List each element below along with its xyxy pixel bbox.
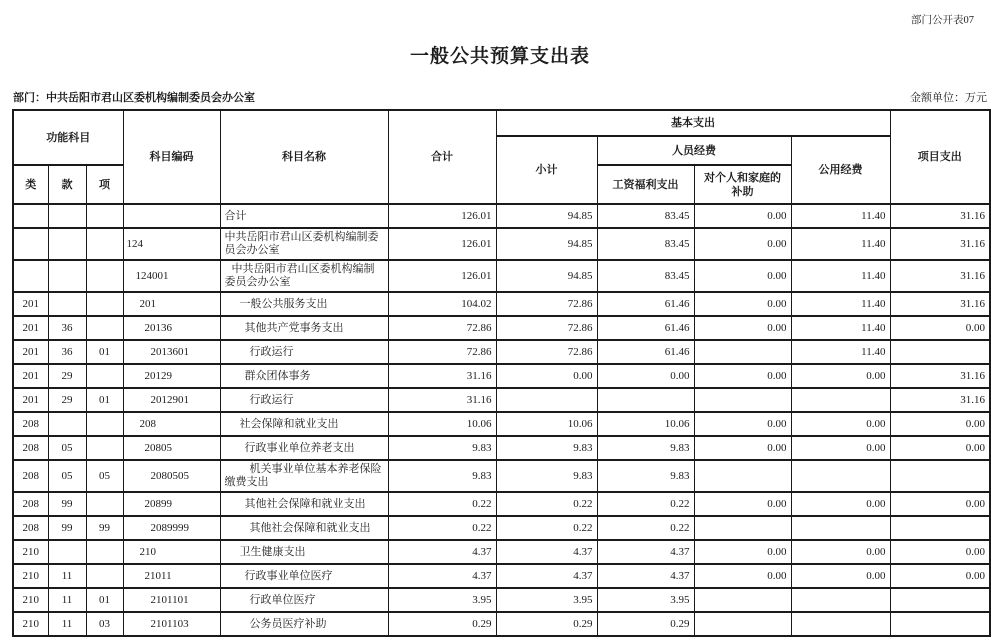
cell-total: 0.22 — [388, 516, 496, 540]
cell-project: 0.00 — [890, 540, 990, 564]
meta-row — [13, 89, 987, 105]
cell-public: 11.40 — [791, 292, 890, 316]
header-personnel-funds: 人员经费 — [597, 136, 791, 165]
header-kuan: 款 — [48, 165, 86, 204]
cell-name: 行政事业单位医疗 — [220, 564, 388, 588]
cell-subtotal — [496, 388, 597, 412]
cell-name: 社会保障和就业支出 — [220, 412, 388, 436]
cell-code: 2012901 — [123, 388, 220, 412]
table-row — [13, 228, 990, 260]
cell-subtotal: 72.86 — [496, 316, 597, 340]
cell-total: 9.83 — [388, 436, 496, 460]
cell-total: 104.02 — [388, 292, 496, 316]
cell-total: 72.86 — [388, 340, 496, 364]
cell-wages: 83.45 — [597, 228, 694, 260]
cell-family — [694, 516, 791, 540]
cell-name: 其他社会保障和就业支出 — [220, 516, 388, 540]
cell-name: 一般公共服务支出 — [220, 292, 388, 316]
cell-wages: 83.45 — [597, 204, 694, 228]
table-row — [13, 460, 990, 492]
cell-lei: 201 — [13, 292, 48, 316]
header-lei: 类 — [13, 165, 48, 204]
cell-xiang: 01 — [86, 388, 123, 412]
cell-family — [694, 588, 791, 612]
cell-code: 2101103 — [123, 612, 220, 636]
cell-project: 31.16 — [890, 204, 990, 228]
cell-project: 31.16 — [890, 260, 990, 292]
cell-total: 4.37 — [388, 564, 496, 588]
cell-total: 126.01 — [388, 228, 496, 260]
cell-kuan — [48, 292, 86, 316]
cell-kuan: 11 — [48, 612, 86, 636]
cell-xiang: 05 — [86, 460, 123, 492]
cell-wages: 61.46 — [597, 316, 694, 340]
cell-xiang: 01 — [86, 340, 123, 364]
cell-subtotal: 94.85 — [496, 204, 597, 228]
table-row — [13, 204, 990, 228]
cell-lei: 210 — [13, 588, 48, 612]
cell-name: 卫生健康支出 — [220, 540, 388, 564]
cell-subtotal: 9.83 — [496, 460, 597, 492]
cell-xiang — [86, 292, 123, 316]
table-row — [13, 588, 990, 612]
cell-family — [694, 340, 791, 364]
table-row — [13, 540, 990, 564]
cell-subtotal: 0.00 — [496, 364, 597, 388]
cell-public — [791, 460, 890, 492]
cell-project: 0.00 — [890, 436, 990, 460]
cell-xiang — [86, 228, 123, 260]
cell-project: 31.16 — [890, 228, 990, 260]
cell-public — [791, 516, 890, 540]
header-wages-welfare: 工资福利支出 — [597, 165, 694, 204]
cell-family — [694, 460, 791, 492]
cell-code: 20899 — [123, 492, 220, 516]
cell-kuan: 36 — [48, 316, 86, 340]
cell-code: 2101101 — [123, 588, 220, 612]
cell-public — [791, 612, 890, 636]
header-xiang: 项 — [86, 165, 123, 204]
table-row — [13, 364, 990, 388]
cell-name: 公务员医疗补助 — [220, 612, 388, 636]
cell-wages — [597, 388, 694, 412]
cell-family: 0.00 — [694, 436, 791, 460]
cell-total: 9.83 — [388, 460, 496, 492]
cell-name: 机关事业单位基本养老保险缴费支出 — [220, 460, 388, 492]
cell-total: 4.37 — [388, 540, 496, 564]
cell-name: 行政运行 — [220, 340, 388, 364]
cell-code: 2013601 — [123, 340, 220, 364]
cell-public: 0.00 — [791, 412, 890, 436]
cell-family: 0.00 — [694, 204, 791, 228]
cell-subtotal: 0.22 — [496, 492, 597, 516]
header-subtotal: 小计 — [496, 136, 597, 204]
cell-public: 0.00 — [791, 364, 890, 388]
cell-project — [890, 340, 990, 364]
cell-subtotal: 4.37 — [496, 540, 597, 564]
table-body — [13, 204, 990, 636]
cell-wages: 4.37 — [597, 540, 694, 564]
cell-name: 行政运行 — [220, 388, 388, 412]
cell-wages: 10.06 — [597, 412, 694, 436]
cell-total: 3.95 — [388, 588, 496, 612]
cell-kuan — [48, 412, 86, 436]
cell-lei: 208 — [13, 516, 48, 540]
cell-kuan — [48, 204, 86, 228]
cell-name: 中共岳阳市君山区委机构编制委员会办公室 — [220, 228, 388, 260]
cell-total: 72.86 — [388, 316, 496, 340]
cell-wages: 0.22 — [597, 516, 694, 540]
cell-code: 201 — [123, 292, 220, 316]
cell-family: 0.00 — [694, 492, 791, 516]
cell-kuan: 99 — [48, 492, 86, 516]
cell-project — [890, 460, 990, 492]
budget-table — [12, 109, 991, 637]
cell-lei: 201 — [13, 340, 48, 364]
cell-public — [791, 388, 890, 412]
cell-code: 2080505 — [123, 460, 220, 492]
cell-kuan: 99 — [48, 516, 86, 540]
cell-family: 0.00 — [694, 540, 791, 564]
unit-label: 金额单位：万元 — [910, 92, 987, 104]
cell-subtotal: 9.83 — [496, 436, 597, 460]
cell-wages: 0.22 — [597, 492, 694, 516]
cell-code: 208 — [123, 412, 220, 436]
page-title: 一般公共预算支出表 — [409, 46, 590, 67]
cell-xiang — [86, 492, 123, 516]
cell-name: 合计 — [220, 204, 388, 228]
cell-code: 124001 — [123, 260, 220, 292]
cell-project — [890, 516, 990, 540]
cell-subtotal: 72.86 — [496, 340, 597, 364]
cell-xiang — [86, 412, 123, 436]
table-row — [13, 388, 990, 412]
cell-family: 0.00 — [694, 292, 791, 316]
cell-kuan — [48, 260, 86, 292]
cell-project — [890, 588, 990, 612]
cell-family: 0.00 — [694, 228, 791, 260]
cell-wages: 83.45 — [597, 260, 694, 292]
cell-public: 11.40 — [791, 204, 890, 228]
cell-xiang — [86, 540, 123, 564]
cell-wages: 3.95 — [597, 588, 694, 612]
cell-wages: 9.83 — [597, 460, 694, 492]
header-family-subsidy: 对个人和家庭的补助 — [694, 165, 791, 204]
table-row — [13, 564, 990, 588]
table-row — [13, 492, 990, 516]
cell-wages: 0.00 — [597, 364, 694, 388]
cell-name: 行政事业单位养老支出 — [220, 436, 388, 460]
cell-public: 11.40 — [791, 340, 890, 364]
cell-family: 0.00 — [694, 364, 791, 388]
cell-public: 0.00 — [791, 564, 890, 588]
cell-xiang: 03 — [86, 612, 123, 636]
cell-kuan: 11 — [48, 588, 86, 612]
table-row — [13, 436, 990, 460]
cell-xiang: 01 — [86, 588, 123, 612]
cell-family: 0.00 — [694, 316, 791, 340]
cell-code: 20136 — [123, 316, 220, 340]
header-subject-name: 科目名称 — [220, 110, 388, 204]
cell-family: 0.00 — [694, 260, 791, 292]
header-subject-code: 科目编码 — [123, 110, 220, 204]
cell-subtotal: 4.37 — [496, 564, 597, 588]
department-label: 部门：中共岳阳市君山区委机构编制委员会办公室 — [13, 92, 255, 104]
header-basic-expenditure: 基本支出 — [496, 110, 890, 136]
cell-name: 群众团体事务 — [220, 364, 388, 388]
cell-lei: 201 — [13, 364, 48, 388]
cell-project: 0.00 — [890, 492, 990, 516]
cell-kuan — [48, 540, 86, 564]
corner-note: 部门公开表07 — [911, 15, 974, 26]
cell-total: 0.29 — [388, 612, 496, 636]
cell-public: 0.00 — [791, 540, 890, 564]
table-row — [13, 412, 990, 436]
cell-public: 0.00 — [791, 436, 890, 460]
header-project-expenditure: 项目支出 — [890, 110, 990, 204]
cell-subtotal: 94.85 — [496, 228, 597, 260]
cell-lei: 201 — [13, 316, 48, 340]
cell-lei: 208 — [13, 492, 48, 516]
cell-total: 126.01 — [388, 260, 496, 292]
cell-project: 0.00 — [890, 412, 990, 436]
table-row — [13, 260, 990, 292]
cell-xiang: 99 — [86, 516, 123, 540]
cell-wages: 9.83 — [597, 436, 694, 460]
cell-total: 126.01 — [388, 204, 496, 228]
table-row — [13, 292, 990, 316]
cell-public: 11.40 — [791, 228, 890, 260]
cell-name: 其他社会保障和就业支出 — [220, 492, 388, 516]
cell-code: 20129 — [123, 364, 220, 388]
cell-subtotal: 0.29 — [496, 612, 597, 636]
cell-xiang — [86, 260, 123, 292]
cell-subtotal: 0.22 — [496, 516, 597, 540]
cell-name: 行政单位医疗 — [220, 588, 388, 612]
cell-lei: 210 — [13, 612, 48, 636]
cell-lei: 201 — [13, 388, 48, 412]
cell-family — [694, 388, 791, 412]
cell-project — [890, 612, 990, 636]
cell-family — [694, 612, 791, 636]
cell-subtotal: 94.85 — [496, 260, 597, 292]
cell-kuan: 29 — [48, 364, 86, 388]
cell-total: 10.06 — [388, 412, 496, 436]
cell-family: 0.00 — [694, 564, 791, 588]
cell-wages: 61.46 — [597, 292, 694, 316]
cell-kuan: 05 — [48, 436, 86, 460]
cell-kuan: 11 — [48, 564, 86, 588]
table-header — [13, 110, 990, 204]
cell-code: 21011 — [123, 564, 220, 588]
cell-public: 11.40 — [791, 260, 890, 292]
table-row — [13, 340, 990, 364]
cell-subtotal: 10.06 — [496, 412, 597, 436]
cell-project: 31.16 — [890, 292, 990, 316]
cell-code — [123, 204, 220, 228]
cell-lei: 210 — [13, 564, 48, 588]
cell-total: 31.16 — [388, 388, 496, 412]
cell-xiang — [86, 204, 123, 228]
cell-code: 210 — [123, 540, 220, 564]
cell-lei: 208 — [13, 412, 48, 436]
cell-kuan: 29 — [48, 388, 86, 412]
cell-public — [791, 588, 890, 612]
cell-kuan: 05 — [48, 460, 86, 492]
cell-kuan: 36 — [48, 340, 86, 364]
cell-wages: 4.37 — [597, 564, 694, 588]
table-row — [13, 316, 990, 340]
header-func-category: 功能科目 — [13, 110, 123, 165]
cell-total: 31.16 — [388, 364, 496, 388]
cell-name: 其他共产党事务支出 — [220, 316, 388, 340]
cell-lei — [13, 228, 48, 260]
cell-kuan — [48, 228, 86, 260]
cell-code: 20805 — [123, 436, 220, 460]
cell-code: 2089999 — [123, 516, 220, 540]
cell-public: 0.00 — [791, 492, 890, 516]
cell-project: 31.16 — [890, 364, 990, 388]
cell-code: 124 — [123, 228, 220, 260]
cell-subtotal: 72.86 — [496, 292, 597, 316]
table-row — [13, 612, 990, 636]
cell-project: 0.00 — [890, 316, 990, 340]
cell-public: 11.40 — [791, 316, 890, 340]
cell-project: 31.16 — [890, 388, 990, 412]
header-public-funds: 公用经费 — [791, 136, 890, 204]
cell-lei: 210 — [13, 540, 48, 564]
cell-lei: 208 — [13, 436, 48, 460]
cell-lei — [13, 204, 48, 228]
cell-wages: 0.29 — [597, 612, 694, 636]
header-total: 合计 — [388, 110, 496, 204]
cell-xiang — [86, 564, 123, 588]
cell-wages: 61.46 — [597, 340, 694, 364]
table-row — [13, 516, 990, 540]
cell-subtotal: 3.95 — [496, 588, 597, 612]
cell-total: 0.22 — [388, 492, 496, 516]
cell-xiang — [86, 364, 123, 388]
cell-xiang — [86, 316, 123, 340]
cell-lei: 208 — [13, 460, 48, 492]
cell-project: 0.00 — [890, 564, 990, 588]
cell-family: 0.00 — [694, 412, 791, 436]
cell-xiang — [86, 436, 123, 460]
cell-name: 中共岳阳市君山区委机构编制委员会办公室 — [220, 260, 388, 292]
cell-lei — [13, 260, 48, 292]
